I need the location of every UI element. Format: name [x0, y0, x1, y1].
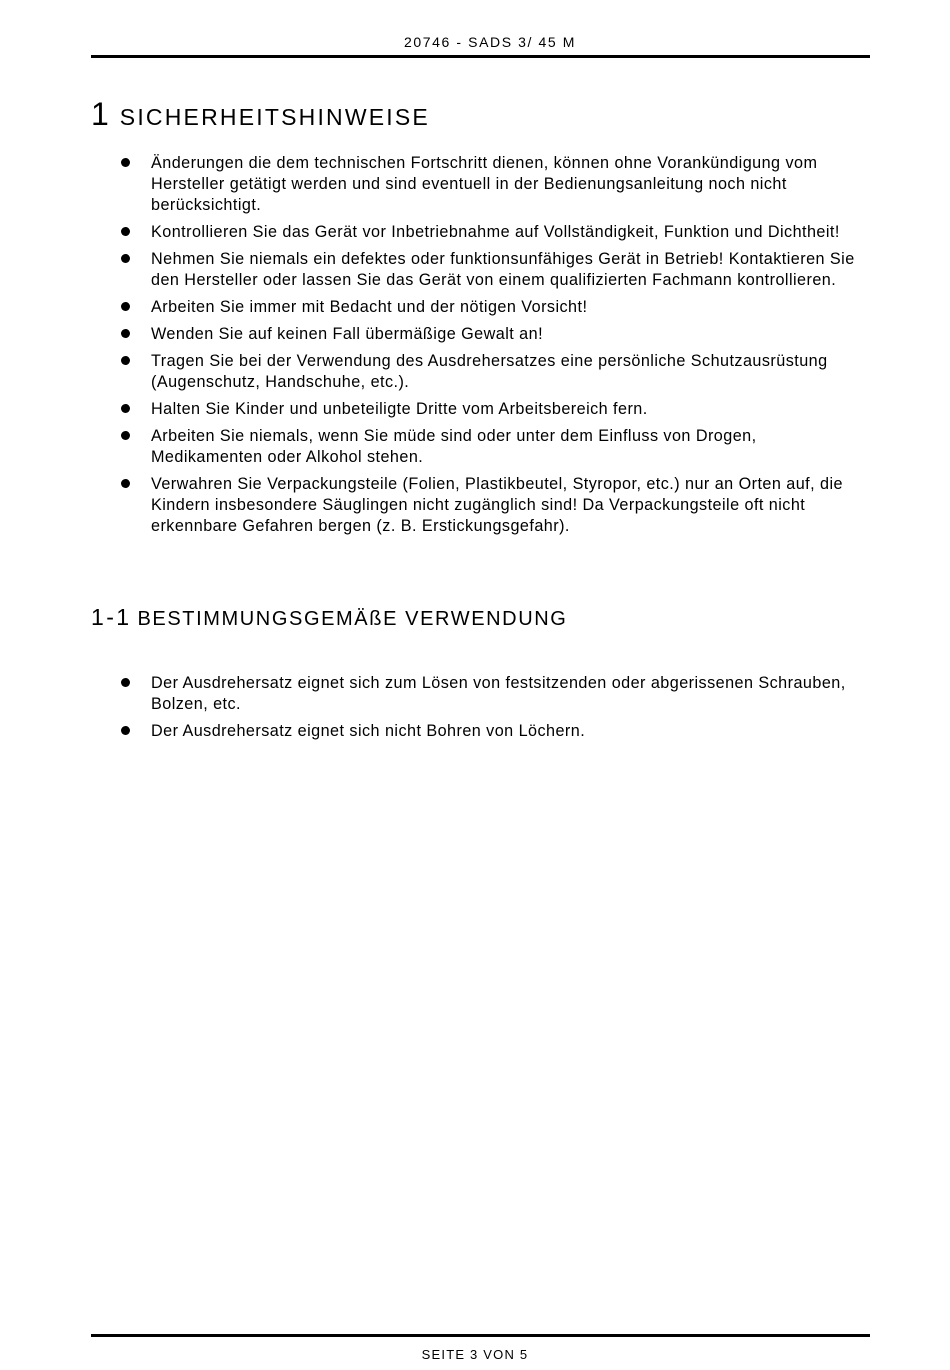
- bullet-icon: [121, 678, 130, 687]
- list-item-text: Kontrollieren Sie das Gerät vor Inbetriebnahme auf Vollständigkeit, Funktion und Dichtheit!: [151, 223, 840, 241]
- list-item-text: Nehmen Sie niemals ein defektes oder funktionsunfähiges Gerät in Betrieb! Kontaktieren Sie den Hersteller oder lassen Sie das Gerät von einem qualifizierten Fachmann kontrollieren.: [151, 250, 855, 289]
- section-heading-intended-use: [91, 604, 567, 632]
- list-item-text: Der Ausdrehersatz eignet sich zum Lösen von festsitzenden oder abgerissenen Schrauben, Bolzen, etc.: [151, 674, 846, 713]
- list-item-text: Änderungen die dem technischen Fortschritt dienen, können ohne Vorankündigung vom Hersteller getätigt werden und sind eventuell in der Bedienungsanleitung noch nicht berücksichtigt.: [151, 154, 818, 214]
- list-item-text: Halten Sie Kinder und unbeteiligte Dritte vom Arbeitsbereich fern.: [151, 400, 648, 418]
- safety-instructions-list: [117, 153, 867, 543]
- list-item-text: Arbeiten Sie niemals, wenn Sie müde sind oder unter dem Einfluss von Drogen, Medikamenten oder Alkohol stehen.: [151, 427, 757, 466]
- bullet-icon: [121, 254, 130, 263]
- bullet-icon: [121, 356, 130, 365]
- bullet-icon: [121, 158, 130, 167]
- list-item-text: Verwahren Sie Verpackungsteile (Folien, Plastikbeutel, Styropor, etc.) nur an Orten auf, die Kindern insbesondere Säuglingen nicht zugänglich sind! Da Verpackungsteile oft nicht erkennbare Gefahren bergen (z. B. Erstickungsgefahr).: [151, 475, 843, 535]
- bullet-icon: [121, 479, 130, 488]
- list-item: [117, 351, 867, 393]
- list-item: [117, 249, 867, 291]
- list-item-text: Arbeiten Sie immer mit Bedacht und der nötigen Vorsicht!: [151, 298, 588, 316]
- list-item: [117, 399, 867, 420]
- footer-divider: [91, 1334, 870, 1337]
- page-number: SEITE 3 VON 5: [421, 1347, 529, 1362]
- bullet-icon: [121, 726, 130, 735]
- list-item: [117, 222, 867, 243]
- list-item: [117, 426, 867, 468]
- section-title: BESTIMMUNGSGEMÄßE VERWENDUNG: [137, 608, 568, 630]
- document-code: 20746 - SADS 3/ 45 M: [403, 34, 577, 50]
- bullet-icon: [121, 329, 130, 338]
- bullet-icon: [121, 302, 130, 311]
- section-heading-safety: [91, 96, 430, 133]
- section-number: 1: [91, 96, 110, 132]
- list-item: [117, 474, 867, 537]
- header-divider: [91, 55, 870, 58]
- section-number: 1-1: [91, 604, 132, 630]
- list-item: [117, 297, 867, 318]
- list-item: [117, 721, 867, 742]
- list-item: [117, 673, 867, 715]
- list-item-text: Wenden Sie auf keinen Fall übermäßige Gewalt an!: [151, 325, 544, 343]
- list-item: [117, 324, 867, 345]
- list-item-text: Tragen Sie bei der Verwendung des Ausdrehersatzes eine persönliche Schutzausrüstung (Augenschutz, Handschuhe, etc.).: [151, 352, 828, 391]
- list-item-text: Der Ausdrehersatz eignet sich nicht Bohren von Löchern.: [151, 722, 586, 740]
- section-title: SICHERHEITSHINWEISE: [119, 104, 430, 130]
- bullet-icon: [121, 227, 130, 236]
- bullet-icon: [121, 404, 130, 413]
- list-item: [117, 153, 867, 216]
- intended-use-list: [117, 673, 867, 748]
- bullet-icon: [121, 431, 130, 440]
